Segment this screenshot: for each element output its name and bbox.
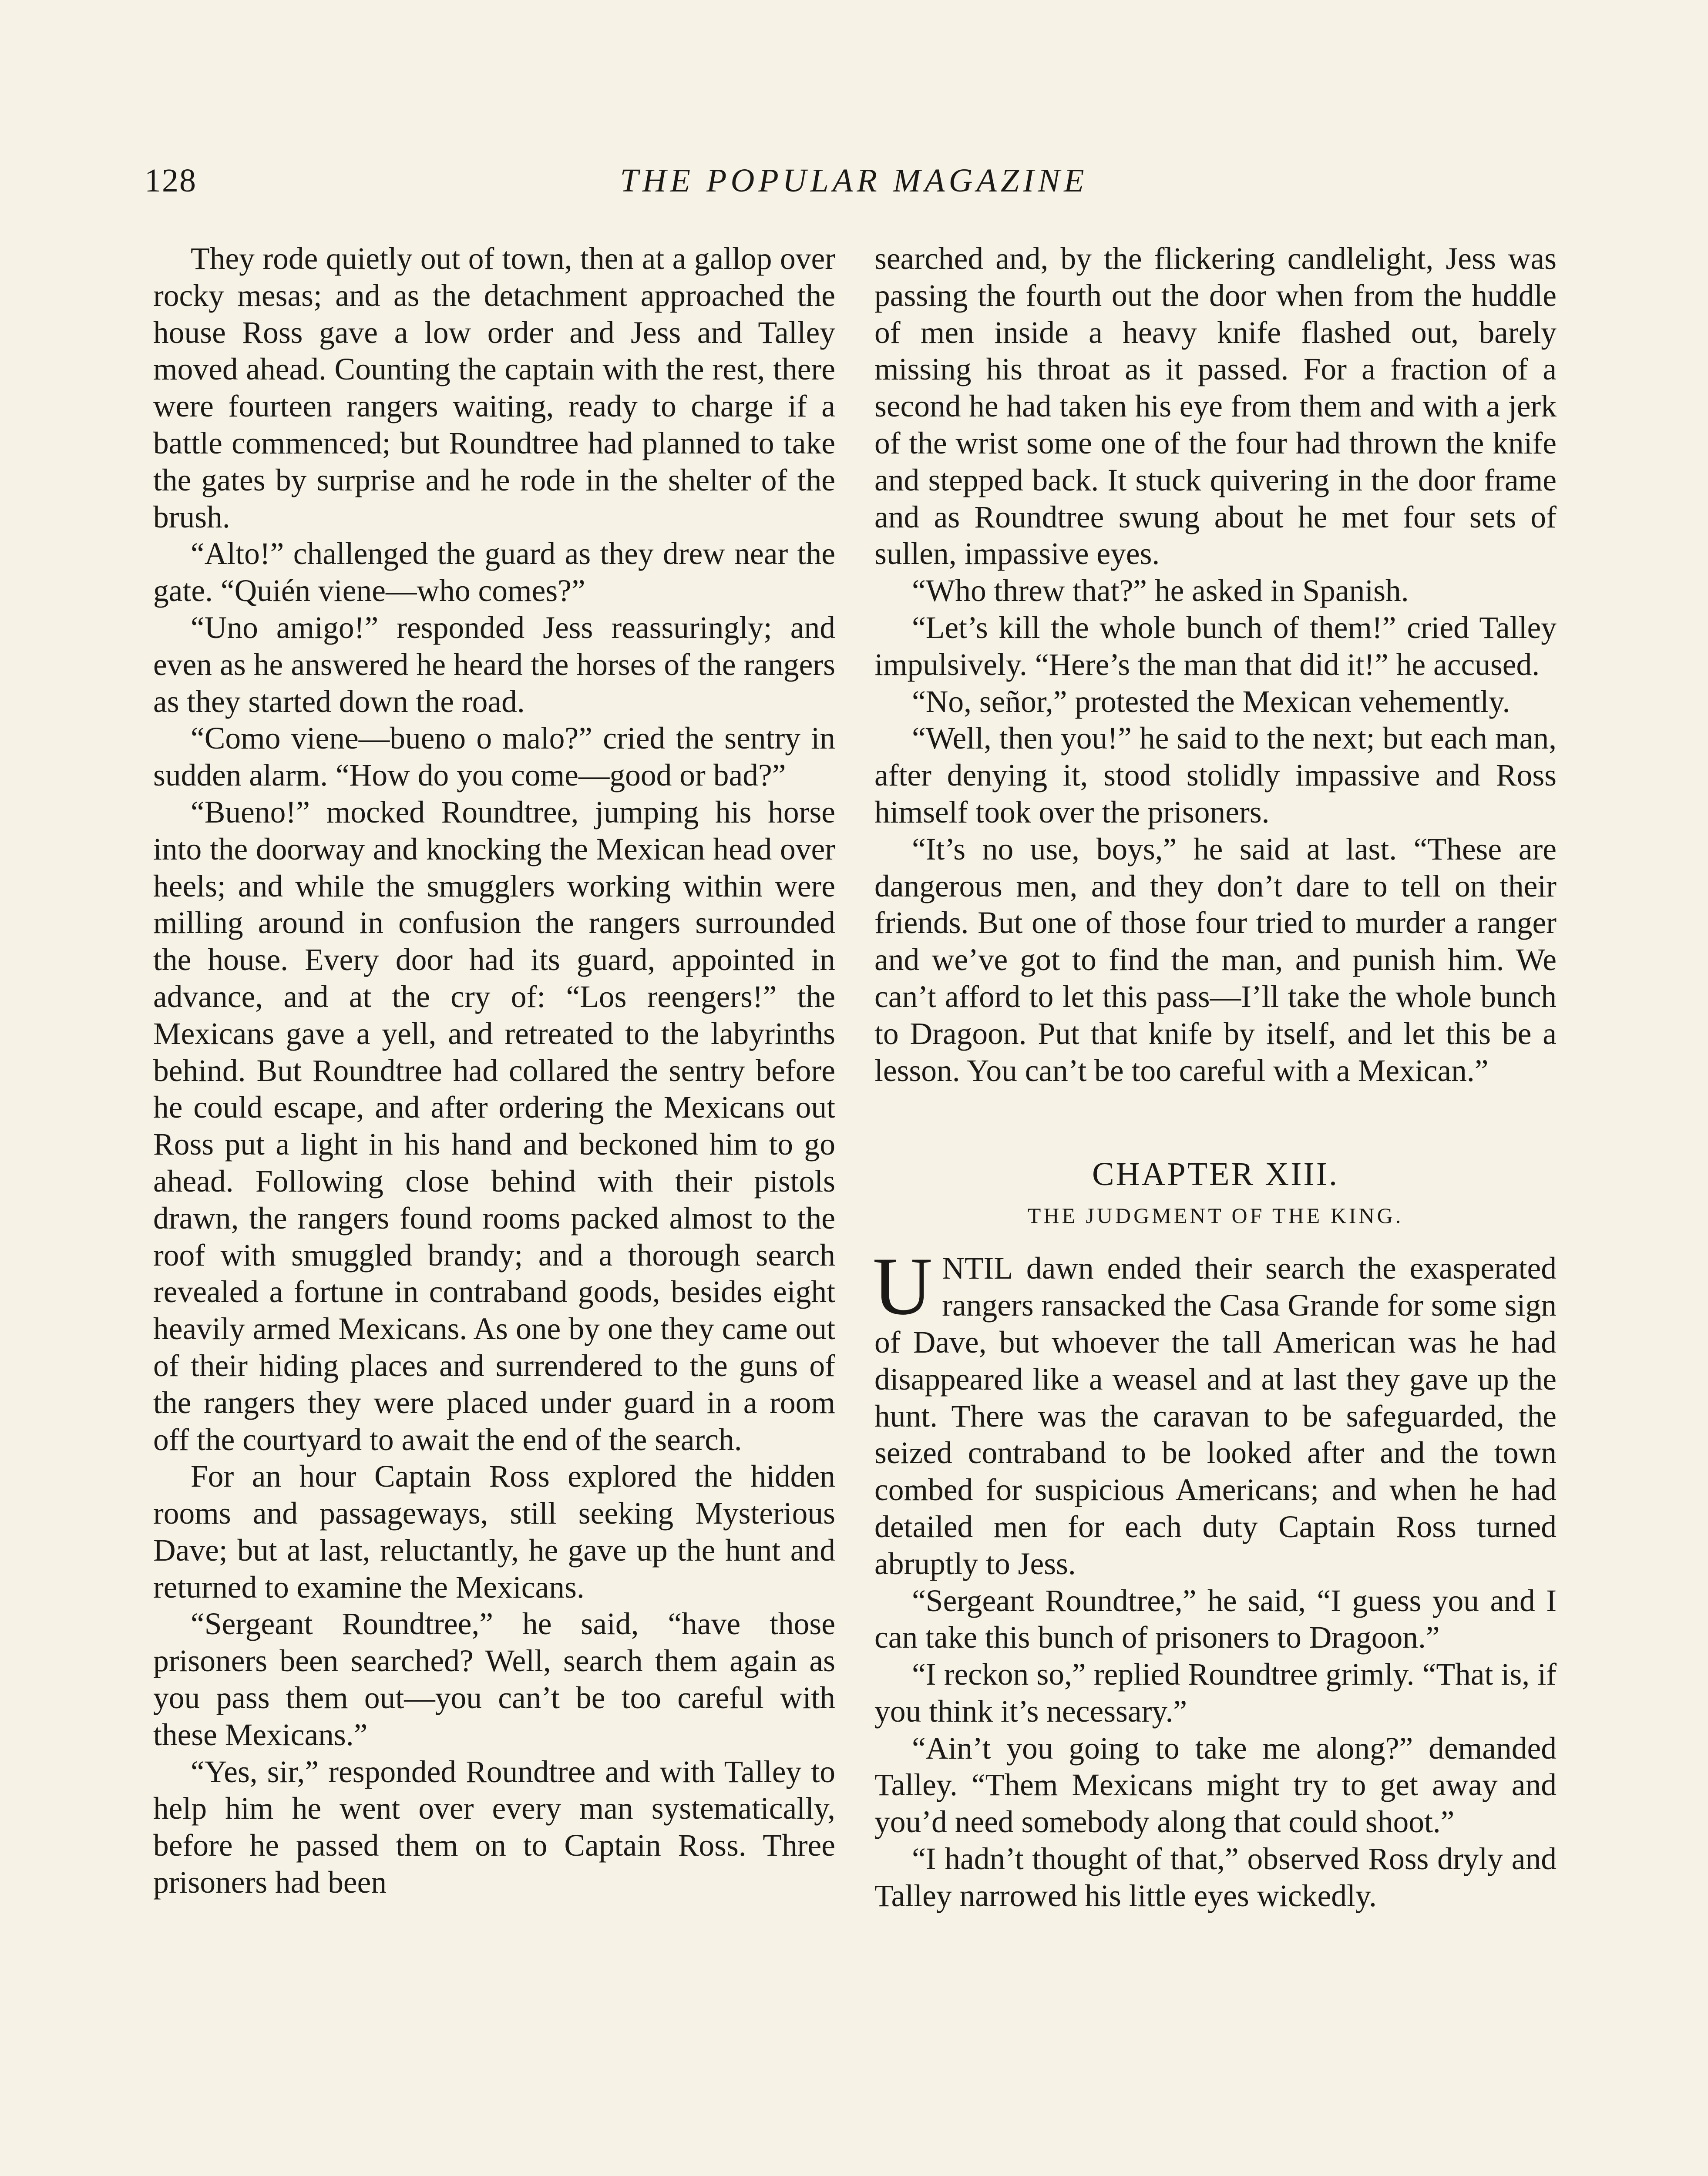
- chapter-subtitle: THE JUDGMENT OF THE KING.: [1027, 1203, 1404, 1228]
- paragraph: “It’s no use, boys,” he said at last. “These are dangerous men, and they don’t dare to tell on their friends. But one of those four tried to murder a ranger and we’ve got to find the man, and punish him. We can’t afford to let this pass—I’ll take the whole bunch to Dragoon. Put that knife by itself, and let this be a lesson. You can’t be too careful with a Mexican.”: [874, 832, 1557, 1088]
- paragraph: “Well, then you!” he said to the next; but each man, after denying it, stood stolidly impassive and Ross himself took over the prisoners.: [874, 721, 1557, 829]
- paragraph: “Sergeant Roundtree,” he said, “I guess you and I can take this bunch of prisoners to Dragoon.”: [874, 1583, 1557, 1655]
- paragraph: “Ain’t you going to take me along?” demanded Talley. “Them Mexicans might try to get away and you’d need somebody along that could shoot.”: [874, 1731, 1557, 1840]
- chapter-opening-paragraph: [873, 1241, 1557, 1582]
- running-head: THE POPULAR MAGAZINE: [620, 162, 1088, 199]
- first-word: NTIL: [942, 1251, 1013, 1286]
- paragraph: “Como viene—bueno o malo?” cried the sentry in sudden alarm. “How do you come—good or bad?”: [153, 721, 835, 793]
- drop-cap: U: [873, 1241, 933, 1333]
- left-column: [153, 241, 835, 1901]
- chapter-heading: CHAPTER XIII.: [1092, 1156, 1339, 1193]
- paragraph: “Uno amigo!” responded Jess reassuringly; and even as he answered he heard the horses of the rangers as they started down the road.: [153, 610, 835, 719]
- paragraph: “Sergeant Roundtree,” he said, “have those prisoners been searched? Well, search them again as you pass them out—you can’t be too careful with these Mexicans.”: [153, 1607, 835, 1752]
- paragraph: For an hour Captain Ross explored the hidden rooms and passageways, still seeking Mysterious Dave; but at last, reluctantly, he gave up the hunt and returned to examine the Mexicans.: [153, 1459, 835, 1605]
- paragraph-continuation: searched and, by the flickering candlelight, Jess was passing the fourth out the door when from the huddle of men inside a heavy knife flashed out, barely missing his throat as it passed. For a fraction of a second he had taken his eye from them and with a jerk of the wrist some one of the four had thrown the knife and stepped back. It stuck quivering in the door frame and as Roundtree swung about he met four sets of sullen, impassive eyes.: [874, 242, 1557, 571]
- paragraph: “I hadn’t thought of that,” observed Ross dryly and Talley narrowed his little eyes wickedly.: [874, 1842, 1557, 1913]
- paragraph: “No, señor,” protested the Mexican vehemently.: [912, 684, 1510, 719]
- paragraph: “Yes, sir,” responded Roundtree and with Talley to help him he went over every man systematically, before he passed them on to Captain Ross. Three prisoners had been: [153, 1754, 835, 1900]
- right-column: [874, 241, 1557, 1915]
- page-number: 128: [145, 162, 197, 199]
- paragraph: “I reckon so,” replied Roundtree grimly. “That is, if you think it’s necessary.”: [874, 1657, 1557, 1729]
- paragraph: They rode quietly out of town, then at a gallop over rocky mesas; and as the detachment approached the house Ross gave a low order and Jess and Talley moved ahead. Counting the captain with the rest, there were fourteen rangers waiting, ready to charge if a battle commenced; but Roundtree had planned to take the gates by surprise and he rode in the shelter of the brush.: [153, 242, 835, 534]
- paragraph: “Let’s kill the whole bunch of them!” cried Talley impulsively. “Here’s the man that did it!” he accused.: [874, 610, 1557, 682]
- opening-text: dawn ended their search the exasperated rangers ransacked the Casa Grande for some sign of Dave, but whoever the tall American was he had disappeared like a weasel and at last they gave up the hunt. There was the caravan to be safeguarded, the seized contraband to be looked after and the town combed for suspicious Americans; and when he had detailed men for each duty Captain Ross turned abruptly to Jess.: [874, 1251, 1557, 1581]
- paragraph: “Who threw that?” he asked in Spanish.: [912, 574, 1409, 608]
- paragraph: “Alto!” challenged the guard as they drew near the gate. “Quién viene—who comes?”: [153, 537, 835, 608]
- paragraph: “Bueno!” mocked Roundtree, jumping his horse into the doorway and knocking the Mexican head over heels; and while the smugglers working within were milling around in confusion the rangers surrounded the house. Every door had its guard, appointed in advance, and at the cry of: “Los reengers!” the Mexicans gave a yell, and retreated to the labyrinths behind. But Roundtree had collared the sentry before he could escape, and after ordering the Mexicans out Ross put a light in his hand and beckoned him to go ahead. Following close behind with their pistols drawn, the rangers found rooms packed almost to the roof with smuggled brandy; and a thorough search revealed a fortune in contraband goods, besides eight heavily armed Mexicans. As one by one they came out of their hiding places and surrendered to the guns of the rangers they were placed under guard in a room off the courtyard to await the end of the search.: [153, 795, 835, 1457]
